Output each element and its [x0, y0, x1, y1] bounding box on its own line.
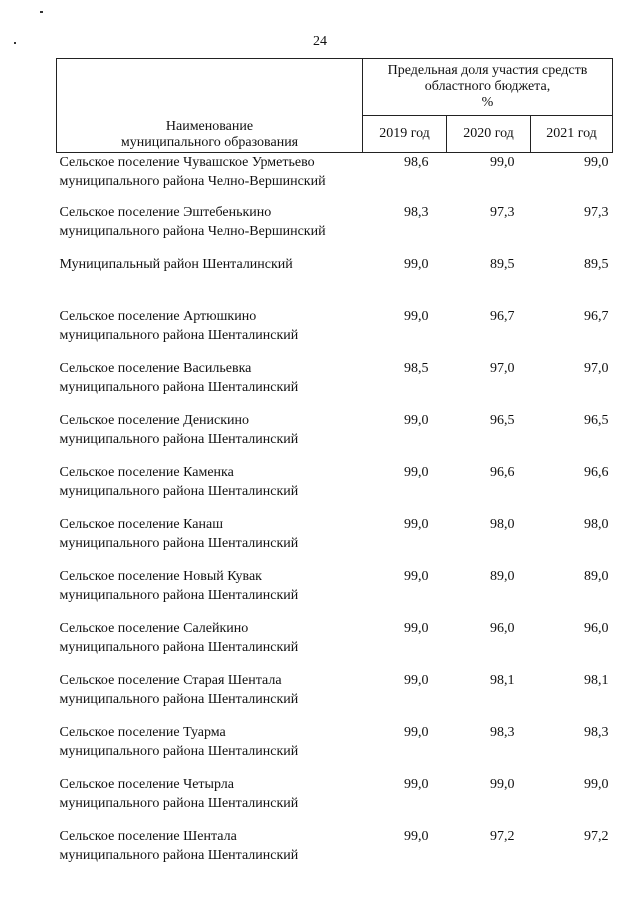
value-2021-cell: 98,1: [584, 673, 609, 688]
value-2021-cell: 99,0: [584, 777, 609, 792]
value-2019-cell: 98,3: [404, 205, 429, 220]
municipality-name-cell: [57, 307, 363, 359]
value-2019-cell: 99,0: [404, 309, 429, 324]
value-2019-cell: 98,5: [404, 361, 429, 376]
municipality-name-cell: [57, 671, 363, 723]
value-2019-cell: 99,0: [404, 413, 429, 428]
municipality-name-line1: Сельское поселение Салейкино: [59, 621, 249, 636]
municipality-name-line1: Сельское поселение Артюшкино: [59, 309, 257, 324]
value-2020-cell: 96,0: [490, 621, 515, 636]
municipality-name-line2: муниципального района Шенталинский: [59, 588, 299, 603]
column-header-year-2019: 2019 год: [363, 116, 447, 153]
municipality-name-line2: муниципального района Шенталинский: [59, 432, 299, 447]
municipality-name-line1: Сельское поселение Канаш: [59, 517, 223, 532]
value-2021-cell: 97,2: [584, 829, 609, 844]
table-row: [57, 463, 613, 515]
column-header-year-2021: 2021 год: [531, 116, 613, 153]
value-2021-cell: 98,3: [584, 725, 609, 740]
table-row: [57, 307, 613, 359]
municipality-name-line2: муниципального района Шенталинский: [59, 640, 299, 655]
page-number: 24: [313, 34, 327, 49]
value-2020-cell: 89,0: [490, 569, 515, 584]
municipality-name-line1: Сельское поселение Чувашское Урметьево: [59, 155, 315, 170]
column-header-name-line1: Наименование: [165, 119, 254, 134]
municipality-name-line2: муниципального района Шенталинский: [59, 796, 299, 811]
column-header-year-2020: 2020 год: [447, 116, 531, 153]
municipality-name-cell: [57, 723, 363, 775]
value-2020-cell: 96,5: [490, 413, 515, 428]
budget-share-table: [56, 58, 613, 879]
scan-speck: [40, 11, 43, 13]
table-row: [57, 567, 613, 619]
value-2019-cell: 99,0: [404, 621, 429, 636]
value-2020-cell: 97,0: [490, 361, 515, 376]
municipality-name-cell: [57, 827, 363, 879]
table-row: [57, 515, 613, 567]
value-2019-cell: 99,0: [404, 829, 429, 844]
value-2019-cell: 99,0: [404, 517, 429, 532]
value-2021-cell: 96,5: [584, 413, 609, 428]
municipality-name-cell: [57, 255, 363, 307]
value-2021-cell: 96,0: [584, 621, 609, 636]
value-2021-cell: 97,3: [584, 205, 609, 220]
municipality-name-line2: муниципального района Шенталинский: [59, 744, 299, 759]
municipality-name-line1: Сельское поселение Четырла: [59, 777, 234, 792]
value-2021-cell: 89,5: [584, 257, 609, 272]
municipality-name-line1: Сельское поселение Туарма: [59, 725, 226, 740]
value-2019-cell: 99,0: [404, 673, 429, 688]
municipality-name-line1: Муниципальный район Шенталинский: [59, 257, 293, 272]
value-2019-cell: 99,0: [404, 725, 429, 740]
table-row: [57, 203, 613, 255]
municipality-name-line2: муниципального района Шенталинский: [59, 848, 299, 863]
municipality-name-cell: [57, 153, 363, 204]
value-2019-cell: 99,0: [404, 777, 429, 792]
value-2020-cell: 97,2: [490, 829, 515, 844]
value-2020-cell: 96,7: [490, 309, 515, 324]
municipality-name-line1: Сельское поселение Денискино: [59, 413, 250, 428]
table-row: [57, 671, 613, 723]
table-row: [57, 827, 613, 879]
value-2021-cell: 98,0: [584, 517, 609, 532]
table-row: [57, 359, 613, 411]
value-2020-cell: 96,6: [490, 465, 515, 480]
value-2021-cell: 99,0: [584, 155, 609, 170]
municipality-name-line1: Сельское поселение Шентала: [59, 829, 237, 844]
municipality-name-cell: [57, 411, 363, 463]
value-2019-cell: 99,0: [404, 257, 429, 272]
municipality-name-cell: [57, 203, 363, 255]
municipality-name-line2: муниципального района Шенталинский: [59, 328, 299, 343]
budget-share-unit: %: [481, 95, 494, 110]
municipality-name-line2: муниципального района Шенталинский: [59, 484, 299, 499]
municipality-name-cell: [57, 619, 363, 671]
value-2019-cell: 98,6: [404, 155, 429, 170]
table-row: [57, 153, 613, 204]
value-2021-cell: 89,0: [584, 569, 609, 584]
municipality-name-line2: муниципального района Шенталинский: [59, 536, 299, 551]
budget-share-title: Предельная доля участия средств областного бюджета,: [387, 63, 588, 94]
value-2020-cell: 98,0: [490, 517, 515, 532]
value-2020-cell: 98,1: [490, 673, 515, 688]
table-row: [57, 775, 613, 827]
table-row: [57, 411, 613, 463]
value-2020-cell: 89,5: [490, 257, 515, 272]
municipality-name-line1: Сельское поселение Эштебенькино: [59, 205, 272, 220]
table-row: [57, 255, 613, 307]
value-2021-cell: 96,6: [584, 465, 609, 480]
value-2020-cell: 98,3: [490, 725, 515, 740]
municipality-name-cell: [57, 359, 363, 411]
municipality-name-cell: [57, 775, 363, 827]
value-2020-cell: 99,0: [490, 777, 515, 792]
value-2020-cell: 99,0: [490, 155, 515, 170]
municipality-name-line1: Сельское поселение Старая Шентала: [59, 673, 282, 688]
municipality-name-line2: муниципального района Шенталинский: [59, 692, 299, 707]
municipality-name-line1: Сельское поселение Каменка: [59, 465, 234, 480]
municipality-name-cell: [57, 567, 363, 619]
table-row: [57, 723, 613, 775]
value-2019-cell: 99,0: [404, 465, 429, 480]
value-2019-cell: 99,0: [404, 569, 429, 584]
value-2021-cell: 97,0: [584, 361, 609, 376]
column-header-budget-share: [363, 59, 613, 116]
value-2021-cell: 96,7: [584, 309, 609, 324]
municipality-name-line2: муниципального района Челно-Вершинский: [59, 224, 326, 239]
column-header-municipality: [57, 59, 363, 153]
municipality-name-line1: Сельское поселение Новый Кувак: [59, 569, 262, 584]
value-2020-cell: 97,3: [490, 205, 515, 220]
column-header-name-line2: муниципального образования: [120, 135, 299, 150]
municipality-name-cell: [57, 463, 363, 515]
municipality-name-line1: Сельское поселение Васильевка: [59, 361, 252, 376]
municipality-name-cell: [57, 515, 363, 567]
table-row: [57, 619, 613, 671]
municipality-name-line2: муниципального района Шенталинский: [59, 380, 299, 395]
municipality-name-line2: муниципального района Челно-Вершинский: [59, 174, 326, 189]
